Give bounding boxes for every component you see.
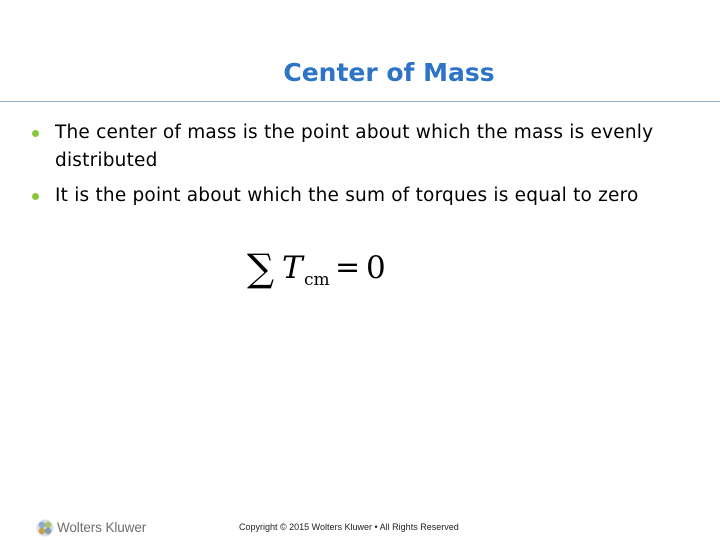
wolters-kluwer-logo-icon bbox=[36, 519, 54, 537]
bullet-dot-icon bbox=[32, 130, 39, 137]
equation-variable: T bbox=[282, 250, 303, 286]
equation-subscript: cm bbox=[304, 270, 330, 290]
bullet-dot-icon bbox=[32, 193, 39, 200]
bullet-text: It is the point about which the sum of torques is equal to zero bbox=[55, 185, 639, 206]
equation-value: 0 bbox=[366, 250, 386, 286]
title-divider bbox=[0, 101, 720, 102]
slide-title: Center of Mass bbox=[283, 58, 495, 87]
torque-equation bbox=[247, 246, 407, 296]
equation-sum-symbol: ∑ bbox=[247, 246, 275, 290]
bullet-text: The center of mass is the point about which the mass is evenly distributed bbox=[55, 122, 654, 171]
copyright-notice: Copyright © 2015 Wolters Kluwer • All Rights Reserved bbox=[239, 522, 459, 532]
bullet-item bbox=[32, 117, 720, 175]
bullet-item bbox=[32, 180, 720, 238]
wolters-kluwer-logo bbox=[36, 518, 156, 538]
equation-operator: = bbox=[335, 250, 361, 285]
logo-wordmark: Wolters Kluwer bbox=[57, 520, 147, 535]
